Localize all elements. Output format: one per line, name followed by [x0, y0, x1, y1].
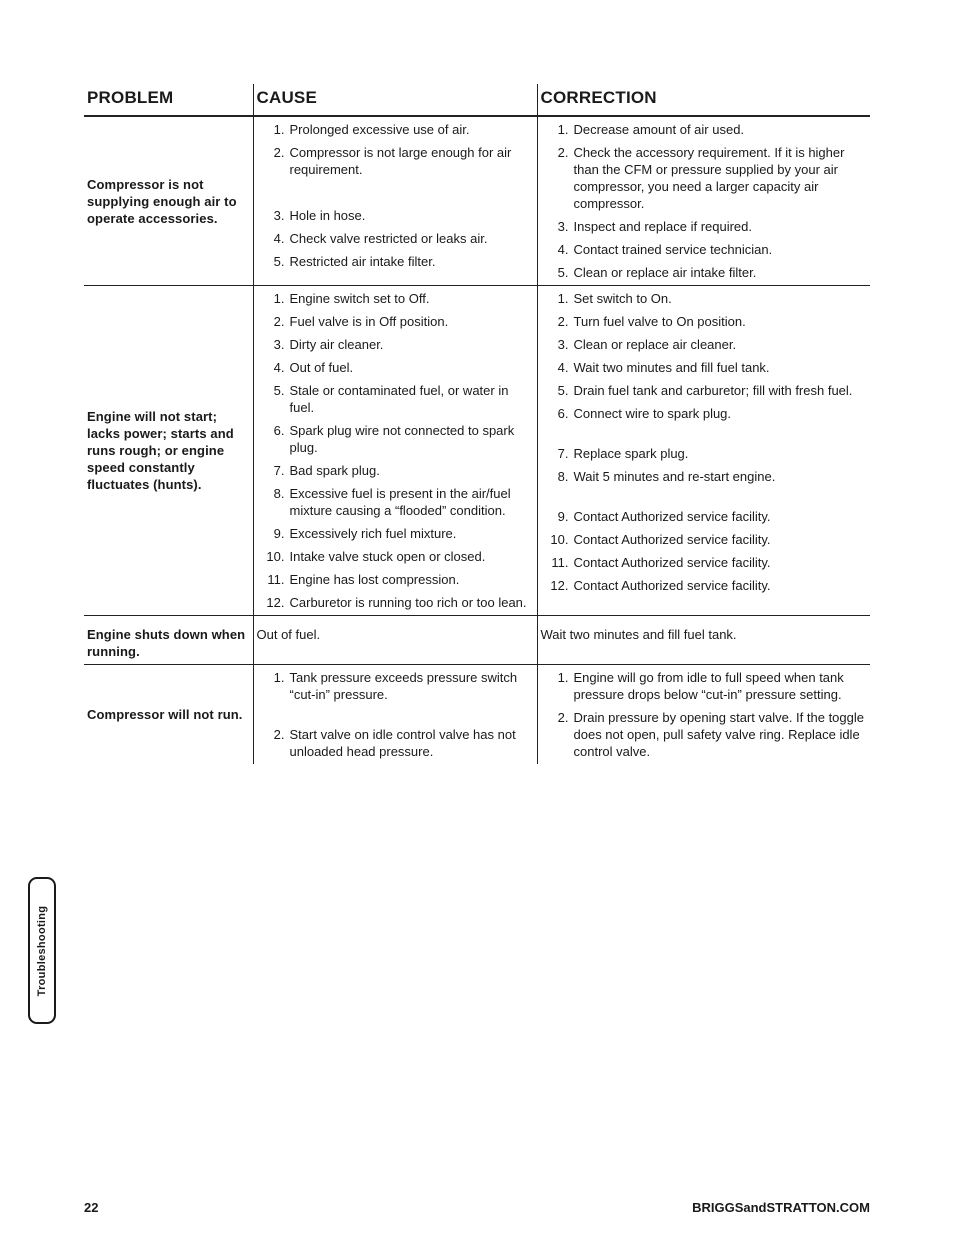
correction-text: Connect wire to spark plug. — [573, 406, 732, 421]
list-item — [254, 525, 537, 542]
section-tab-label: Troubleshooting — [36, 905, 48, 996]
cause-text: Spark plug wire not connected to spark plug. — [289, 423, 515, 455]
list-item — [538, 290, 871, 307]
list-item — [538, 531, 871, 548]
item-number: 9. — [557, 509, 569, 524]
list-item — [538, 508, 871, 525]
item-number: 4. — [557, 242, 569, 257]
item-number: 4. — [557, 360, 569, 375]
correction-text: Clean or replace air intake filter. — [573, 265, 757, 280]
list-item — [538, 264, 871, 281]
correction-text: Engine will go from idle to full speed when tank pressure drops below “cut-in” pressure setting. — [573, 670, 844, 702]
item-number: 6. — [273, 423, 285, 438]
cause-cell — [253, 665, 537, 765]
item-number: 5. — [273, 383, 285, 398]
cause-text: Prolonged excessive use of air. — [289, 122, 470, 137]
list-item — [254, 548, 537, 565]
item-number: 3. — [273, 337, 285, 352]
cause-header: CAUSE — [253, 84, 537, 116]
item-number: 5. — [557, 383, 569, 398]
cause-cell — [253, 286, 537, 616]
cause-text: Hole in hose. — [289, 208, 366, 223]
correction-text: Contact Authorized service facility. — [573, 555, 771, 570]
correction-text: Replace spark plug. — [573, 446, 689, 461]
list-item — [254, 144, 537, 201]
problem-cell: Compressor will not run. — [87, 707, 243, 722]
list-item — [254, 594, 537, 611]
section-tab — [28, 877, 56, 1024]
list-item — [254, 382, 537, 416]
list-item — [254, 290, 537, 307]
item-number: 2. — [557, 145, 569, 160]
correction-text: Set switch to On. — [573, 291, 672, 306]
list-item — [538, 336, 871, 353]
correction-text: Decrease amount of air used. — [573, 122, 745, 137]
cause-text: Stale or contaminated fuel, or water in fuel. — [289, 383, 509, 415]
cause-text: Tank pressure exceeds pressure switch “cut-in” pressure. — [289, 670, 518, 702]
item-number: 3. — [557, 337, 569, 352]
correction-cell: Wait two minutes and fill fuel tank. — [537, 616, 870, 665]
item-number: 9. — [273, 526, 285, 541]
correction-cell — [537, 116, 870, 286]
correction-text: Inspect and replace if required. — [573, 219, 752, 234]
list-item — [254, 313, 537, 330]
list-item — [538, 241, 871, 258]
correction-cell — [537, 286, 870, 616]
table-row — [84, 616, 870, 665]
item-number: 7. — [557, 446, 569, 461]
correction-text: Wait 5 minutes and re-start engine. — [573, 469, 776, 484]
item-number: 2. — [273, 314, 285, 329]
problem-cell: Compressor is not supplying enough air to operate accessories. — [87, 176, 237, 226]
table-header-row — [84, 84, 870, 116]
list-item — [538, 709, 871, 760]
cause-text: Excessive fuel is present in the air/fuel mixture causing a “flooded” condition. — [289, 486, 511, 518]
item-number: 2. — [557, 710, 569, 725]
list-item — [254, 485, 537, 519]
cause-text: Start valve on idle control valve has not unloaded head pressure. — [289, 727, 516, 759]
page-number: 22 — [84, 1200, 99, 1215]
item-number: 6. — [557, 406, 569, 421]
list-item — [254, 422, 537, 456]
list-item — [538, 359, 871, 376]
problem-header: PROBLEM — [84, 84, 253, 116]
table-row — [84, 116, 870, 286]
correction-text: Check the accessory requirement. If it is higher than the CFM or pressure supplied by your air compressor, you need a larger capacity air compressor. — [573, 145, 845, 211]
cause-text: Engine has lost compression. — [289, 572, 460, 587]
list-item — [254, 462, 537, 479]
item-number: 10. — [266, 549, 285, 564]
table-row — [84, 665, 870, 765]
item-number: 3. — [557, 219, 569, 234]
item-number: 4. — [273, 231, 285, 246]
cause-text: Excessively rich fuel mixture. — [289, 526, 457, 541]
correction-text: Contact trained service technician. — [573, 242, 773, 257]
list-item — [538, 218, 871, 235]
list-item — [538, 554, 871, 571]
list-item — [254, 571, 537, 588]
correction-text: Contact Authorized service facility. — [573, 509, 771, 524]
cause-text: Carburetor is running too rich or too lean. — [289, 595, 527, 610]
item-number: 8. — [557, 469, 569, 484]
correction-header: CORRECTION — [537, 84, 870, 116]
cause-text: Out of fuel. — [289, 360, 354, 375]
cause-text: Restricted air intake filter. — [289, 254, 436, 269]
item-number: 5. — [557, 265, 569, 280]
problem-cell: Engine will not start; lacks power; starts and runs rough; or engine speed constantly fluctuates (hunts). — [87, 409, 234, 492]
list-item — [538, 577, 871, 594]
cause-text: Check valve restricted or leaks air. — [289, 231, 488, 246]
correction-text: Wait two minutes and fill fuel tank. — [573, 360, 770, 375]
list-item — [538, 144, 871, 212]
correction-text: Drain pressure by opening start valve. If the toggle does not open, pull safety valve ring. Replace idle control valve. — [573, 710, 864, 759]
cause-text: Intake valve stuck open or closed. — [289, 549, 486, 564]
list-item — [254, 207, 537, 224]
cause-text: Compressor is not large enough for air requirement. — [289, 145, 512, 177]
list-item — [538, 382, 871, 399]
cause-text: Fuel valve is in Off position. — [289, 314, 449, 329]
correction-text: Turn fuel valve to On position. — [573, 314, 746, 329]
correction-text: Contact Authorized service facility. — [573, 532, 771, 547]
website-footer: BRIGGSandSTRATTON.COM — [692, 1200, 870, 1215]
item-number: 10. — [550, 532, 569, 547]
list-item — [254, 336, 537, 353]
correction-text: Clean or replace air cleaner. — [573, 337, 737, 352]
cause-cell — [253, 116, 537, 286]
list-item — [254, 230, 537, 247]
item-number: 2. — [273, 727, 285, 742]
item-number: 8. — [273, 486, 285, 501]
item-number: 1. — [557, 291, 569, 306]
item-number: 4. — [273, 360, 285, 375]
item-number: 12. — [266, 595, 285, 610]
list-item — [538, 313, 871, 330]
item-number: 11. — [267, 572, 285, 587]
correction-cell — [537, 665, 870, 765]
item-number: 1. — [273, 291, 285, 306]
troubleshooting-table — [84, 84, 870, 764]
cause-text: Bad spark plug. — [289, 463, 380, 478]
item-number: 2. — [557, 314, 569, 329]
item-number: 1. — [273, 670, 285, 685]
item-number: 1. — [557, 122, 569, 137]
cause-text: Engine switch set to Off. — [289, 291, 430, 306]
correction-text: Drain fuel tank and carburetor; fill with fresh fuel. — [573, 383, 853, 398]
item-number: 11. — [551, 555, 569, 570]
item-number: 7. — [273, 463, 285, 478]
item-number: 5. — [273, 254, 285, 269]
item-number: 3. — [273, 208, 285, 223]
list-item — [538, 121, 871, 138]
list-item — [538, 405, 871, 439]
list-item — [254, 121, 537, 138]
table-row — [84, 286, 870, 616]
list-item — [538, 468, 871, 502]
item-number: 1. — [557, 670, 569, 685]
list-item — [254, 726, 537, 760]
item-number: 12. — [550, 578, 569, 593]
list-item — [254, 359, 537, 376]
item-number: 2. — [273, 145, 285, 160]
correction-text: Contact Authorized service facility. — [573, 578, 771, 593]
cause-text: Dirty air cleaner. — [289, 337, 384, 352]
list-item — [538, 669, 871, 703]
problem-cell: Engine shuts down when running. — [87, 627, 246, 659]
list-item — [254, 669, 537, 720]
list-item — [538, 445, 871, 462]
list-item — [254, 253, 537, 270]
item-number: 1. — [273, 122, 285, 137]
cause-cell: Out of fuel. — [253, 616, 537, 665]
